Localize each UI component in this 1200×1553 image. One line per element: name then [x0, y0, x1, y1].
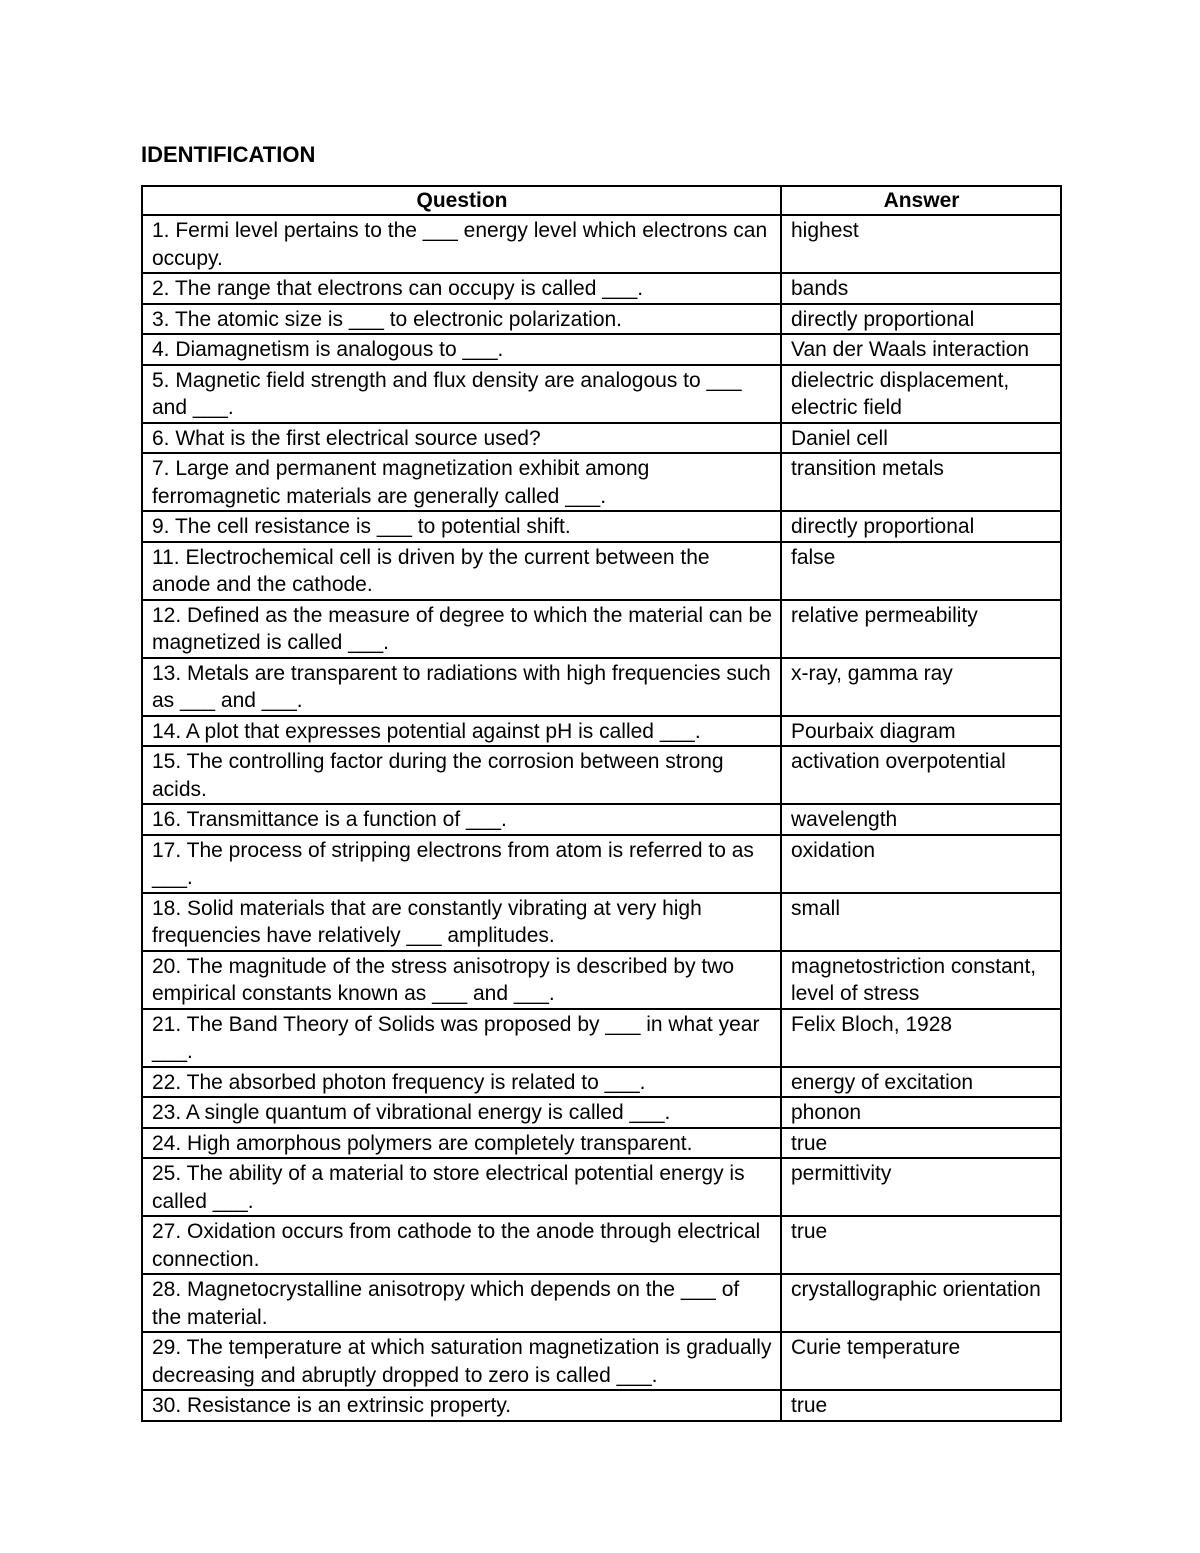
answer-cell: directly proportional — [781, 511, 1061, 542]
answer-cell: x-ray, gamma ray — [781, 658, 1061, 716]
answer-cell: bands — [781, 273, 1061, 304]
answer-cell: permittivity — [781, 1158, 1061, 1216]
table-row — [142, 893, 1061, 951]
table-row — [142, 453, 1061, 511]
table-row — [142, 304, 1061, 335]
question-cell: 17. The process of stripping electrons from atom is referred to as ___. — [142, 835, 781, 893]
question-cell: 14. A plot that expresses potential against pH is called ___. — [142, 716, 781, 747]
table-row — [142, 658, 1061, 716]
table-row — [142, 1128, 1061, 1159]
table-row — [142, 423, 1061, 454]
answer-cell: true — [781, 1390, 1061, 1421]
question-cell: 6. What is the first electrical source used? — [142, 423, 781, 454]
page-title: IDENTIFICATION — [141, 142, 316, 167]
table-row — [142, 716, 1061, 747]
answer-column-header: Answer — [781, 186, 1061, 215]
answer-cell: dielectric displacement, electric field — [781, 365, 1061, 423]
answer-cell: directly proportional — [781, 304, 1061, 335]
table-row — [142, 334, 1061, 365]
table-row — [142, 1009, 1061, 1067]
answer-cell: false — [781, 542, 1061, 600]
answer-cell: true — [781, 1128, 1061, 1159]
table-row — [142, 1216, 1061, 1274]
answer-cell: phonon — [781, 1097, 1061, 1128]
question-cell: 2. The range that electrons can occupy is called ___. — [142, 273, 781, 304]
table-row — [142, 1097, 1061, 1128]
answer-cell: magnetostriction constant, level of stress — [781, 951, 1061, 1009]
question-cell: 13. Metals are transparent to radiations with high frequencies such as ___ and ___. — [142, 658, 781, 716]
table-row — [142, 804, 1061, 835]
answer-cell: highest — [781, 215, 1061, 273]
question-cell: 3. The atomic size is ___ to electronic polarization. — [142, 304, 781, 335]
table-row — [142, 365, 1061, 423]
table-row — [142, 1274, 1061, 1332]
answer-cell: relative permeability — [781, 600, 1061, 658]
question-cell: 7. Large and permanent magnetization exhibit among ferromagnetic materials are generally called ___. — [142, 453, 781, 511]
table-row — [142, 600, 1061, 658]
question-column-header: Question — [142, 186, 781, 215]
question-cell: 25. The ability of a material to store electrical potential energy is called ___. — [142, 1158, 781, 1216]
table-row — [142, 273, 1061, 304]
table-row — [142, 1067, 1061, 1098]
table-row — [142, 215, 1061, 273]
answer-cell: energy of excitation — [781, 1067, 1061, 1098]
answer-cell: Felix Bloch, 1928 — [781, 1009, 1061, 1067]
answer-cell: wavelength — [781, 804, 1061, 835]
table-row — [142, 835, 1061, 893]
question-cell: 11. Electrochemical cell is driven by the current between the anode and the cathode. — [142, 542, 781, 600]
table-row — [142, 511, 1061, 542]
question-cell: 30. Resistance is an extrinsic property. — [142, 1390, 781, 1421]
table-row — [142, 1390, 1061, 1421]
answer-cell: oxidation — [781, 835, 1061, 893]
question-cell: 21. The Band Theory of Solids was proposed by ___ in what year ___. — [142, 1009, 781, 1067]
question-cell: 9. The cell resistance is ___ to potential shift. — [142, 511, 781, 542]
answer-cell: transition metals — [781, 453, 1061, 511]
question-cell: 28. Magnetocrystalline anisotropy which depends on the ___ of the material. — [142, 1274, 781, 1332]
question-cell: 12. Defined as the measure of degree to which the material can be magnetized is called ___. — [142, 600, 781, 658]
answer-cell: activation overpotential — [781, 746, 1061, 804]
answer-cell: small — [781, 893, 1061, 951]
question-cell: 23. A single quantum of vibrational energy is called ___. — [142, 1097, 781, 1128]
identification-table — [141, 185, 1062, 1422]
answer-cell: Pourbaix diagram — [781, 716, 1061, 747]
question-cell: 20. The magnitude of the stress anisotropy is described by two empirical constants known as ___ and ___. — [142, 951, 781, 1009]
table-row — [142, 951, 1061, 1009]
answer-cell: Van der Waals interaction — [781, 334, 1061, 365]
answer-cell: Curie temperature — [781, 1332, 1061, 1390]
question-cell: 4. Diamagnetism is analogous to ___. — [142, 334, 781, 365]
question-cell: 22. The absorbed photon frequency is related to ___. — [142, 1067, 781, 1098]
table-row — [142, 1332, 1061, 1390]
table-row — [142, 1158, 1061, 1216]
question-cell: 5. Magnetic field strength and flux density are analogous to ___ and ___. — [142, 365, 781, 423]
question-cell: 15. The controlling factor during the corrosion between strong acids. — [142, 746, 781, 804]
question-cell: 29. The temperature at which saturation magnetization is gradually decreasing and abruptly dropped to zero is called ___. — [142, 1332, 781, 1390]
answer-cell: Daniel cell — [781, 423, 1061, 454]
question-cell: 27. Oxidation occurs from cathode to the anode through electrical connection. — [142, 1216, 781, 1274]
question-cell: 1. Fermi level pertains to the ___ energy level which electrons can occupy. — [142, 215, 781, 273]
question-cell: 16. Transmittance is a function of ___. — [142, 804, 781, 835]
answer-cell: true — [781, 1216, 1061, 1274]
question-cell: 24. High amorphous polymers are completely transparent. — [142, 1128, 781, 1159]
table-header-row — [142, 186, 1061, 215]
question-cell: 18. Solid materials that are constantly vibrating at very high frequencies have relatively ___ amplitudes. — [142, 893, 781, 951]
table-row — [142, 542, 1061, 600]
table-row — [142, 746, 1061, 804]
answer-cell: crystallographic orientation — [781, 1274, 1061, 1332]
